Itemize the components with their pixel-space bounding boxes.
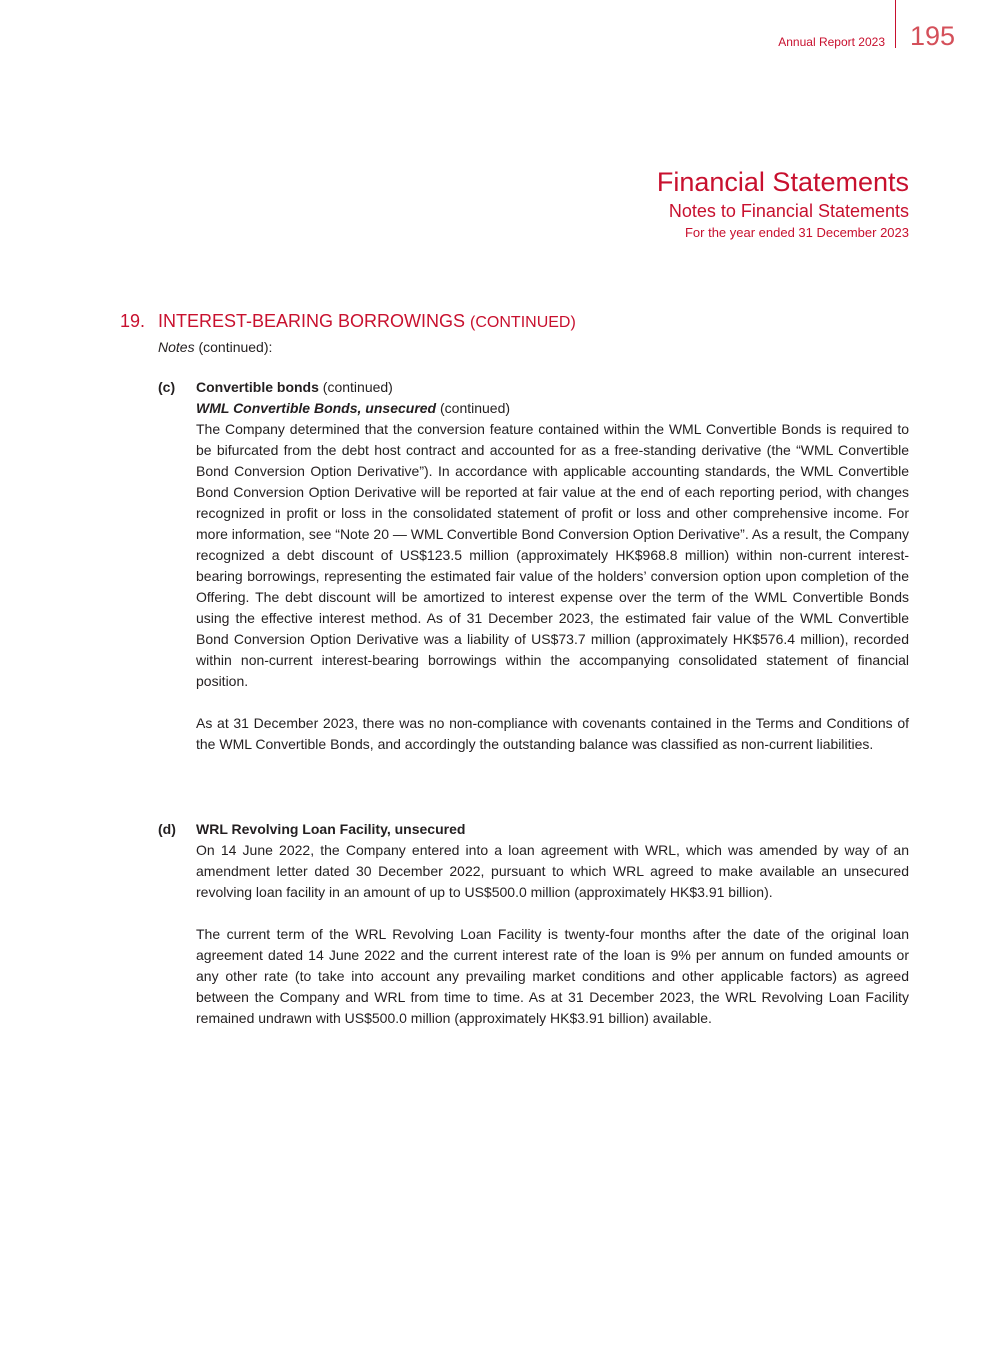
note-item-d [158,819,909,1029]
page-title: Financial Statements [656,167,909,197]
section-heading [120,311,576,332]
report-label: Annual Report 2023 [778,35,885,49]
paragraph: On 14 June 2022, the Company entered into a loan agreement with WRL, which was amended by way of an amendment letter dated 30 December 2022, pursuant to which WRL agreed to make available an unsecured revolving loan facility in an amount of up to US$500.0 million (approximately HK$3.91 billion). [196,842,909,900]
item-label: (c) [158,379,176,395]
note-item-c [158,377,909,755]
item-body [196,377,909,755]
title-block [657,165,909,243]
section-continued: (CONTINUED) [470,314,576,331]
item-heading: Convertible bonds (continued) [196,379,393,395]
notes-label: Notes [158,339,195,355]
notes-line [158,339,272,355]
paragraph: As at 31 December 2023, there was no non-compliance with covenants contained in the Terms and Conditions of the WML Convertible Bonds, and accordingly the outstanding balance was classified as non-current liabilities. [196,715,909,752]
item-body [196,819,909,1029]
item-heading: WRL Revolving Loan Facility, unsecured [196,821,466,837]
section-title: INTEREST-BEARING BORROWINGS [158,311,466,331]
paragraph: The Company determined that the conversion feature contained within the WML Convertible Bonds is required to be bifurcated from the debt host contract and accounted for as a free-standing derivative (the “WML Convertible Bond Conversion Option Derivative”). In accordance with applicable accounting standards, the WML Convertible Bond Conversion Option Derivative will be reported at fair value at the end of each reporting period, with changes recognized in profit or loss in the consolidated statement of profit or loss and other comprehensive income. For more information, see “Note 20 — WML Convertible Bond Conversion Option Derivative”. As a result, the Company recognized a debt discount of US$123.5 million (approximately HK$968.8 million) within non-current interest-bearing borrowings, representing the estimated fair value of the holders’ conversion option upon completion of the Offering. The debt discount will be amortized to interest expense over the term of the WML Convertible Bonds using the effective interest method. As of 31 December 2023, the estimated fair value of the WML Convertible Bond Conversion Option Derivative was a liability of US$73.7 million (approximately HK$576.4 million), recorded within non-current interest-bearing borrowings within the accompanying consolidated statement of financial position. [196,421,910,689]
item-label: (d) [158,821,176,837]
notes-continued: (continued): [198,339,273,355]
page-number: 195 [910,21,956,51]
paragraph: The current term of the WRL Revolving Loan Facility is twenty-four months after the date of the original loan agreement dated 14 June 2022 and the current interest rate of the loan is 9% per annum on funded amounts or any other rate (to take into account any prevailing market conditions and other applicable factors) as agreed between the Company and WRL from time to time. As at 31 December 2023, the WRL Revolving Loan Facility remained undrawn with US$500.0 million (approximately HK$3.91 billion) available. [196,926,909,1026]
item-subheading: WML Convertible Bonds, unsecured (continued) [196,400,511,416]
section-number: 19. [120,311,146,331]
period-label: For the year ended 31 December 2023 [684,225,909,240]
header-divider [895,0,896,48]
page-subtitle: Notes to Financial Statements [668,201,909,221]
